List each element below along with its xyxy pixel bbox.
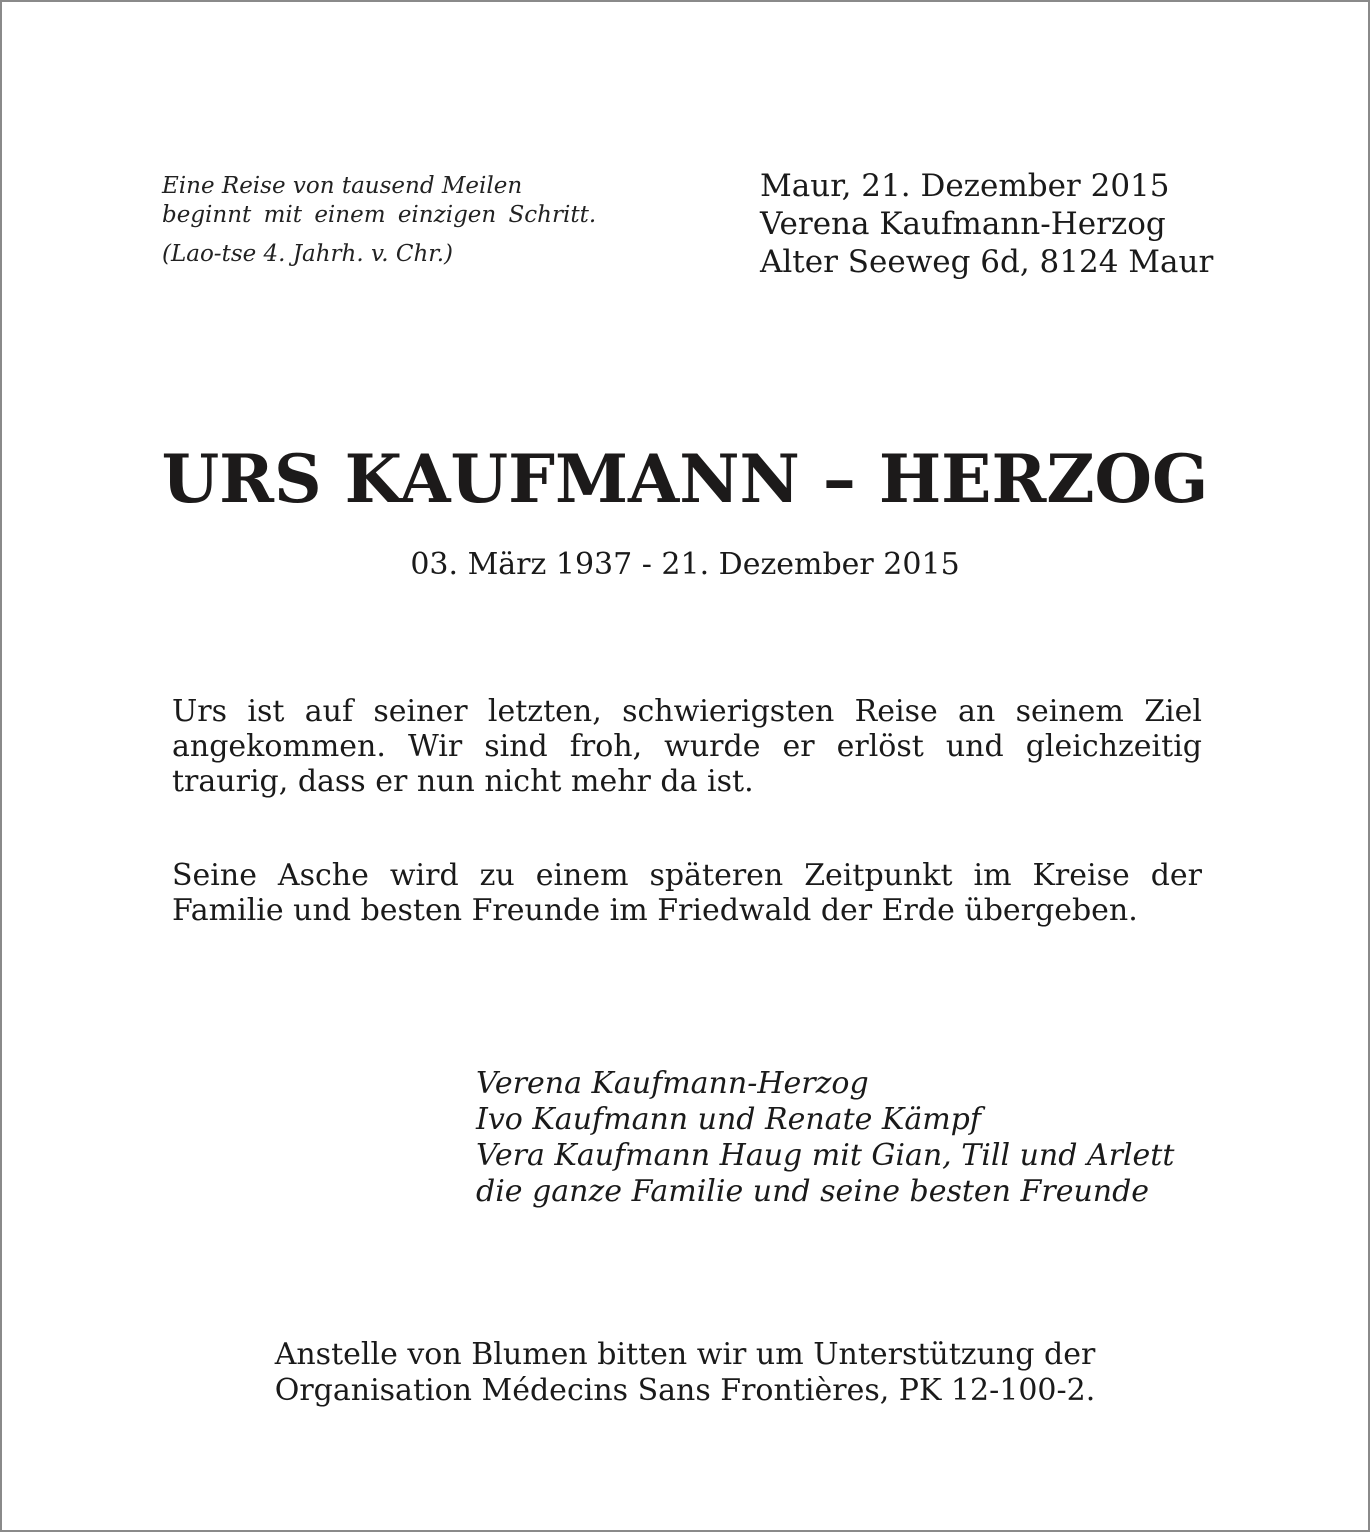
mourner-line: Ivo Kaufmann und Renate Kämpf — [476, 1102, 981, 1137]
body-paragraph-1: Urs ist auf seiner letzten, schwierigsten Reise an seinem Ziel angekommen. Wir sind froh, wurde er erlöst und gleichzeitig traurig, dass er nun nicht mehr da ist. — [172, 694, 1202, 799]
mourner-line: Vera Kaufmann Haug mit Gian, Till und Arlett — [476, 1138, 1175, 1173]
donation-note-line-1: Anstelle von Blumen bitten wir um Unterstützung der — [274, 1337, 1096, 1372]
quote-line-2: beginnt mit einem einzigen Schritt. — [162, 202, 597, 228]
donation-note-line-2: Organisation Médecins Sans Frontières, PK 12-100-2. — [274, 1373, 1096, 1408]
epigraph-quote — [162, 172, 632, 269]
deceased-name: URS KAUFMANN – HERZOG — [161, 440, 1209, 518]
donation-note — [2, 1337, 1368, 1409]
body-paragraph-2: Seine Asche wird zu einem späteren Zeitpunkt im Kreise der Familie und besten Freunde im Friedwald der Erde übergeben. — [172, 858, 1202, 928]
sender-name: Verena Kaufmann-Herzog — [760, 206, 1166, 242]
mourner-line: Verena Kaufmann-Herzog — [476, 1066, 869, 1101]
sender-address: Alter Seeweg 6d, 8124 Maur — [760, 244, 1214, 280]
quote-line-1: Eine Reise von tausend Meilen — [162, 173, 523, 199]
place-date: Maur, 21. Dezember 2015 — [760, 168, 1170, 204]
sender-block — [760, 167, 1220, 281]
mourner-line: die ganze Familie und seine besten Freunde — [476, 1174, 1150, 1209]
quote-source: (Lao-tse 4. Jahrh. v. Chr.) — [162, 241, 454, 267]
life-dates: 03. März 1937 - 21. Dezember 2015 — [410, 547, 960, 582]
mourners-list — [476, 1066, 1236, 1210]
